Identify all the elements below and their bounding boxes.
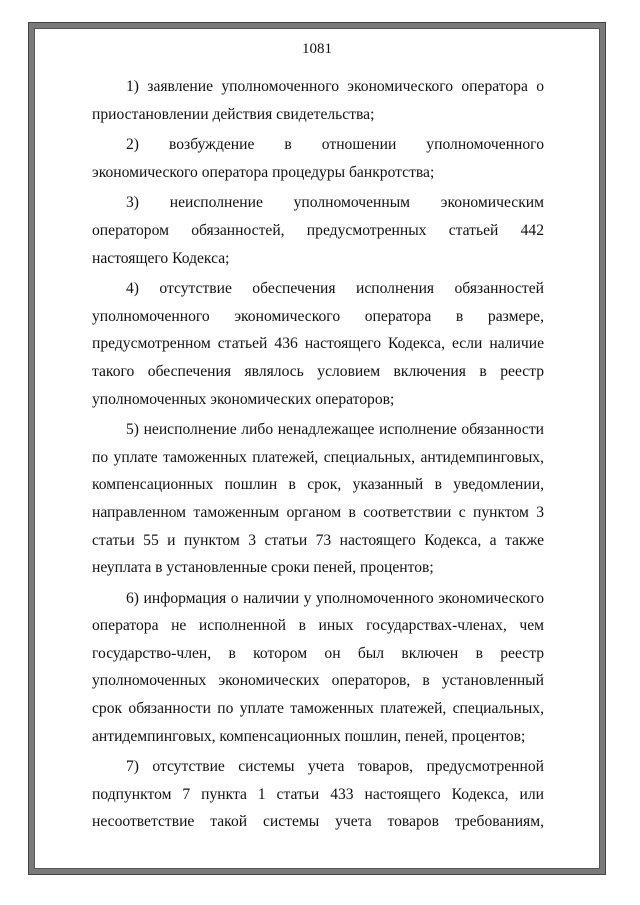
paragraph-item-4: 4) отсутствие обеспечения исполнения обязанностей уполномоченного экономического оператора в размере, предусмотренном статьей 436 настоящего Кодекса, если наличие такого обеспечения являлось условием включения в реестр уполномоченных экономических операторов; <box>92 280 544 408</box>
paragraph-item-1: 1) заявление уполномоченного экономического оператора о приостановлении действия свидетельства; <box>92 78 544 123</box>
paragraph-item-5: 5) неисполнение либо ненадлежащее исполнение обязанности по уплате таможенных платежей, специальных, антидемпинговых, компенсационных пошлин в срок, указанный в уведомлении, направленном таможенным органом в соответствии с пунктом 3 статьи 55 и пунктом 3 статьи 73 настоящего Кодекса, а также неуплата в установленные сроки пеней, процентов; <box>92 421 544 577</box>
page-sheet <box>34 28 600 869</box>
paragraph-item-7: 7) отсутствие системы учета товаров, предусмотренной подпунктом 7 пункта 1 статьи 433 настоящего Кодекса, или несоответствие такой системы учета товаров требованиям, <box>92 758 544 831</box>
page-border-frame <box>28 22 606 875</box>
paragraph-item-2: 2) возбуждение в отношении уполномоченного экономического оператора процедуры банкротства; <box>92 136 544 181</box>
document-body <box>92 73 544 839</box>
paragraph-item-3: 3) неисполнение уполномоченным экономическим оператором обязанностей, предусмотренных статьей 442 настоящего Кодекса; <box>92 194 544 267</box>
paragraph-item-6: 6) информация о наличии у уполномоченного экономического оператора не исполненной в иных государствах-членах, чем государство-член, в котором он был включен в реестр уполномоченных экономических операторов, в установленный срок обязанности по уплате таможенных платежей, специальных, антидемпинговых, компенсационных пошлин, пеней, процентов; <box>92 589 544 745</box>
page-number: 1081 <box>302 41 332 57</box>
